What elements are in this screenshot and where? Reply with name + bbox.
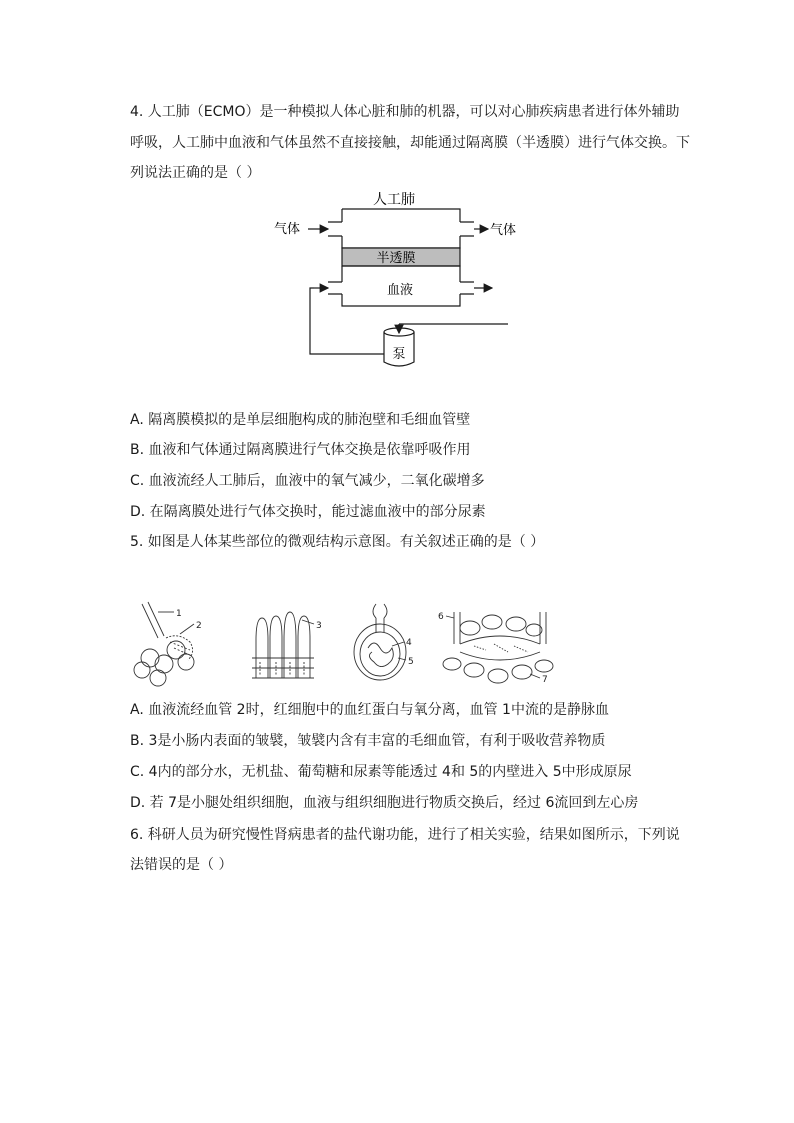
q5-option-c: C. 4内的部分水，无机盐、葡萄糖和尿素等能透过 4和 5的内壁进入 5中形成原尿 bbox=[130, 764, 632, 780]
return-tube bbox=[310, 288, 384, 354]
q5-option-a: A. 血液流经血管 2时，红细胞中的血红蛋白与氧分离，血管 1中流的是静脉血 bbox=[130, 702, 609, 718]
label-4: 4 bbox=[406, 638, 412, 648]
q4-option-b: B. 血液和气体通过隔离膜进行气体交换是依靠呼吸作用 bbox=[130, 442, 471, 458]
label-6: 6 bbox=[438, 612, 444, 622]
q4-stem-line-1: 4. 人工肺（ECMO）是一种模拟人体心脏和肺的机器，可以对心肺疾病患者进行体外辅助 bbox=[130, 104, 680, 120]
label-3: 3 bbox=[316, 621, 322, 631]
q5-option-d: D. 若 7是小腿处组织细胞，血液与组织细胞进行物质交换后，经过 6流回到左心房 bbox=[130, 795, 639, 811]
q4-option-c: C. 血液流经人工肺后，血液中的氧气减少，二氧化碳增多 bbox=[130, 473, 485, 489]
glomerulus-figure bbox=[354, 604, 414, 680]
villi-figure bbox=[252, 612, 322, 678]
q6-stem-line-2: 法错误的是（ ） bbox=[130, 857, 233, 873]
q5-stem: 5. 如图是人体某些部位的微观结构示意图。有关叙述正确的是（ ） bbox=[130, 534, 545, 550]
q4-option-d: D. 在隔离膜处进行气体交换时，能过滤血液中的部分尿素 bbox=[130, 504, 486, 520]
pump bbox=[384, 328, 414, 366]
ecmo-diagram bbox=[270, 186, 517, 372]
microstructure-figures bbox=[130, 598, 560, 688]
gas-chamber bbox=[342, 209, 460, 248]
q4-stem-line-3: 列说法正确的是（ ） bbox=[130, 165, 261, 181]
pump-label: 泵 bbox=[392, 347, 406, 362]
label-7: 7 bbox=[542, 675, 548, 685]
q4-option-a: A. 隔离膜模拟的是单层细胞构成的肺泡壁和毛细血管壁 bbox=[130, 412, 471, 428]
label-5: 5 bbox=[408, 657, 414, 667]
diagram-title: 人工肺 bbox=[373, 192, 415, 208]
blood-label: 血液 bbox=[386, 283, 414, 298]
gas-out-label: 气体 bbox=[490, 223, 517, 238]
q5-option-b: B. 3是小肠内表面的皱襞，皱襞内含有丰富的毛细血管，有利于吸收营养物质 bbox=[130, 733, 606, 749]
label-2: 2 bbox=[196, 621, 202, 631]
q6-stem-line-1: 6. 科研人员为研究慢性肾病患者的盐代谢功能，进行了相关实验，结果如图所示，下列说 bbox=[130, 827, 680, 843]
gas-in-label: 气体 bbox=[274, 222, 301, 237]
alveoli-figure bbox=[134, 602, 202, 686]
label-1: 1 bbox=[176, 609, 182, 619]
q4-stem-line-2: 呼吸，人工肺中血液和气体虽然不直接接触，却能通过隔离膜（半透膜）进行气体交换。下 bbox=[130, 135, 690, 151]
tissue-capillary-figure bbox=[438, 612, 553, 685]
membrane-label: 半透膜 bbox=[376, 251, 416, 266]
